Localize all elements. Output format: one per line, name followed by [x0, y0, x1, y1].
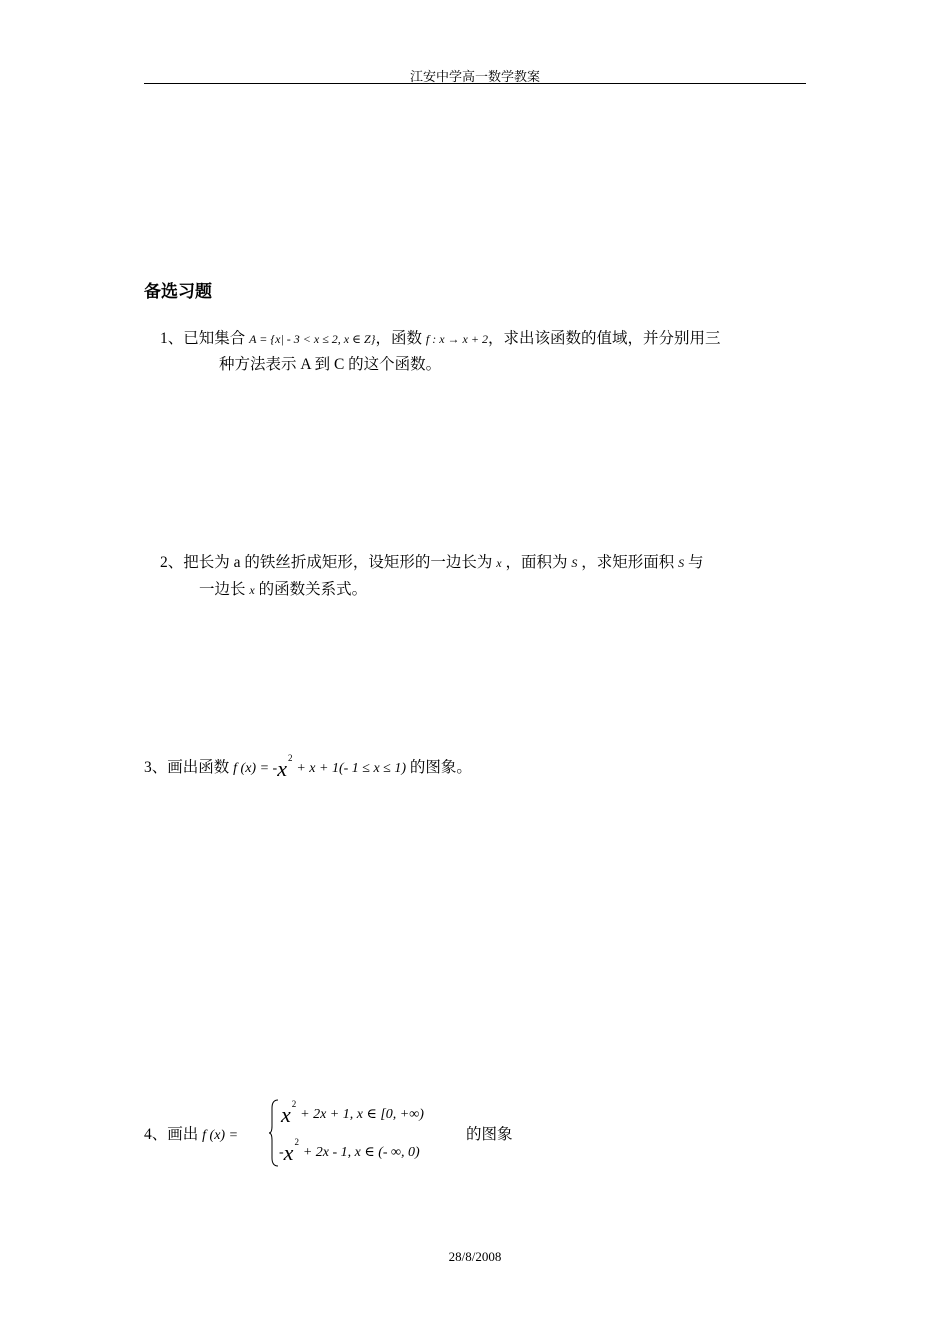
- variable-x: x: [249, 583, 255, 597]
- question-4-suffix: 的图象: [466, 1126, 513, 1143]
- question-3-rhs: + x + 1(- 1 ≤ x ≤ 1): [296, 761, 407, 776]
- question-2-text-a: 把长为 a 的铁丝折成矩形，设矩形的一边长为: [183, 554, 493, 571]
- page-footer-date: 28/8/2008: [448, 1249, 502, 1264]
- case-1-exponent: 2: [291, 1099, 297, 1109]
- question-1-line-1: [160, 326, 720, 348]
- piecewise-case-2: [279, 1136, 420, 1165]
- question-1-suffix: ，求出该函数的值域，并分别用三: [487, 330, 721, 347]
- question-3-x: x: [277, 756, 287, 781]
- question-4-prefix: 画出: [167, 1126, 199, 1143]
- case-2-x: x: [283, 1140, 294, 1165]
- variable-x: x: [496, 556, 502, 570]
- question-1-line-2: 种方法表示 A 到 C 的这个函数。: [219, 356, 442, 373]
- question-1-number: 1、: [160, 330, 184, 347]
- variable-s: S: [678, 556, 685, 570]
- piecewise-case-1: [281, 1098, 424, 1127]
- question-3-lhs: f (x) = -: [233, 761, 278, 776]
- question-1-function-expression: f : x → x + 2: [425, 332, 488, 346]
- question-2-line-2-a: 一边长: [199, 581, 246, 598]
- case-1-rest: + 2x + 1, x ∈ [0, +∞): [300, 1107, 424, 1122]
- question-2-text-b: ，面积为: [505, 554, 568, 571]
- section-title: 备选习题: [144, 282, 212, 302]
- question-3-prefix: 画出函数: [167, 759, 230, 776]
- question-3: [144, 752, 472, 781]
- question-2-line-1: [160, 550, 704, 572]
- case-2-rest: + 2x - 1, x ∈ (- ∞, 0): [302, 1145, 420, 1160]
- case-2-sign: -: [279, 1145, 284, 1160]
- page-header: 江安中学高一数学教案: [409, 69, 540, 84]
- question-2-text-d: 与: [688, 554, 704, 571]
- header-rule: [144, 83, 806, 84]
- question-4-lhs: f (x) =: [202, 1128, 239, 1143]
- question-1-mid: ，函数: [375, 330, 422, 347]
- case-2-exponent: 2: [294, 1137, 299, 1147]
- question-4-number: 4、: [144, 1126, 168, 1143]
- question-2-line-2: [199, 577, 367, 599]
- question-2-number: 2、: [160, 554, 184, 571]
- question-2-line-2-b: 的函数关系式。: [258, 581, 368, 598]
- variable-s: S: [571, 556, 578, 570]
- question-1-prefix: 已知集合: [183, 330, 246, 347]
- question-3-suffix: 的图象。: [409, 759, 472, 776]
- question-2-text-c: ，求矩形面积: [581, 554, 675, 571]
- question-3-number: 3、: [144, 759, 168, 776]
- case-1-x: x: [281, 1102, 291, 1127]
- question-4-prefix-group: [144, 1122, 238, 1144]
- question-1-set-expression: A = {x| - 3 < x ≤ 2, x ∈ Z}: [249, 332, 376, 346]
- question-3-exponent: 2: [287, 753, 293, 763]
